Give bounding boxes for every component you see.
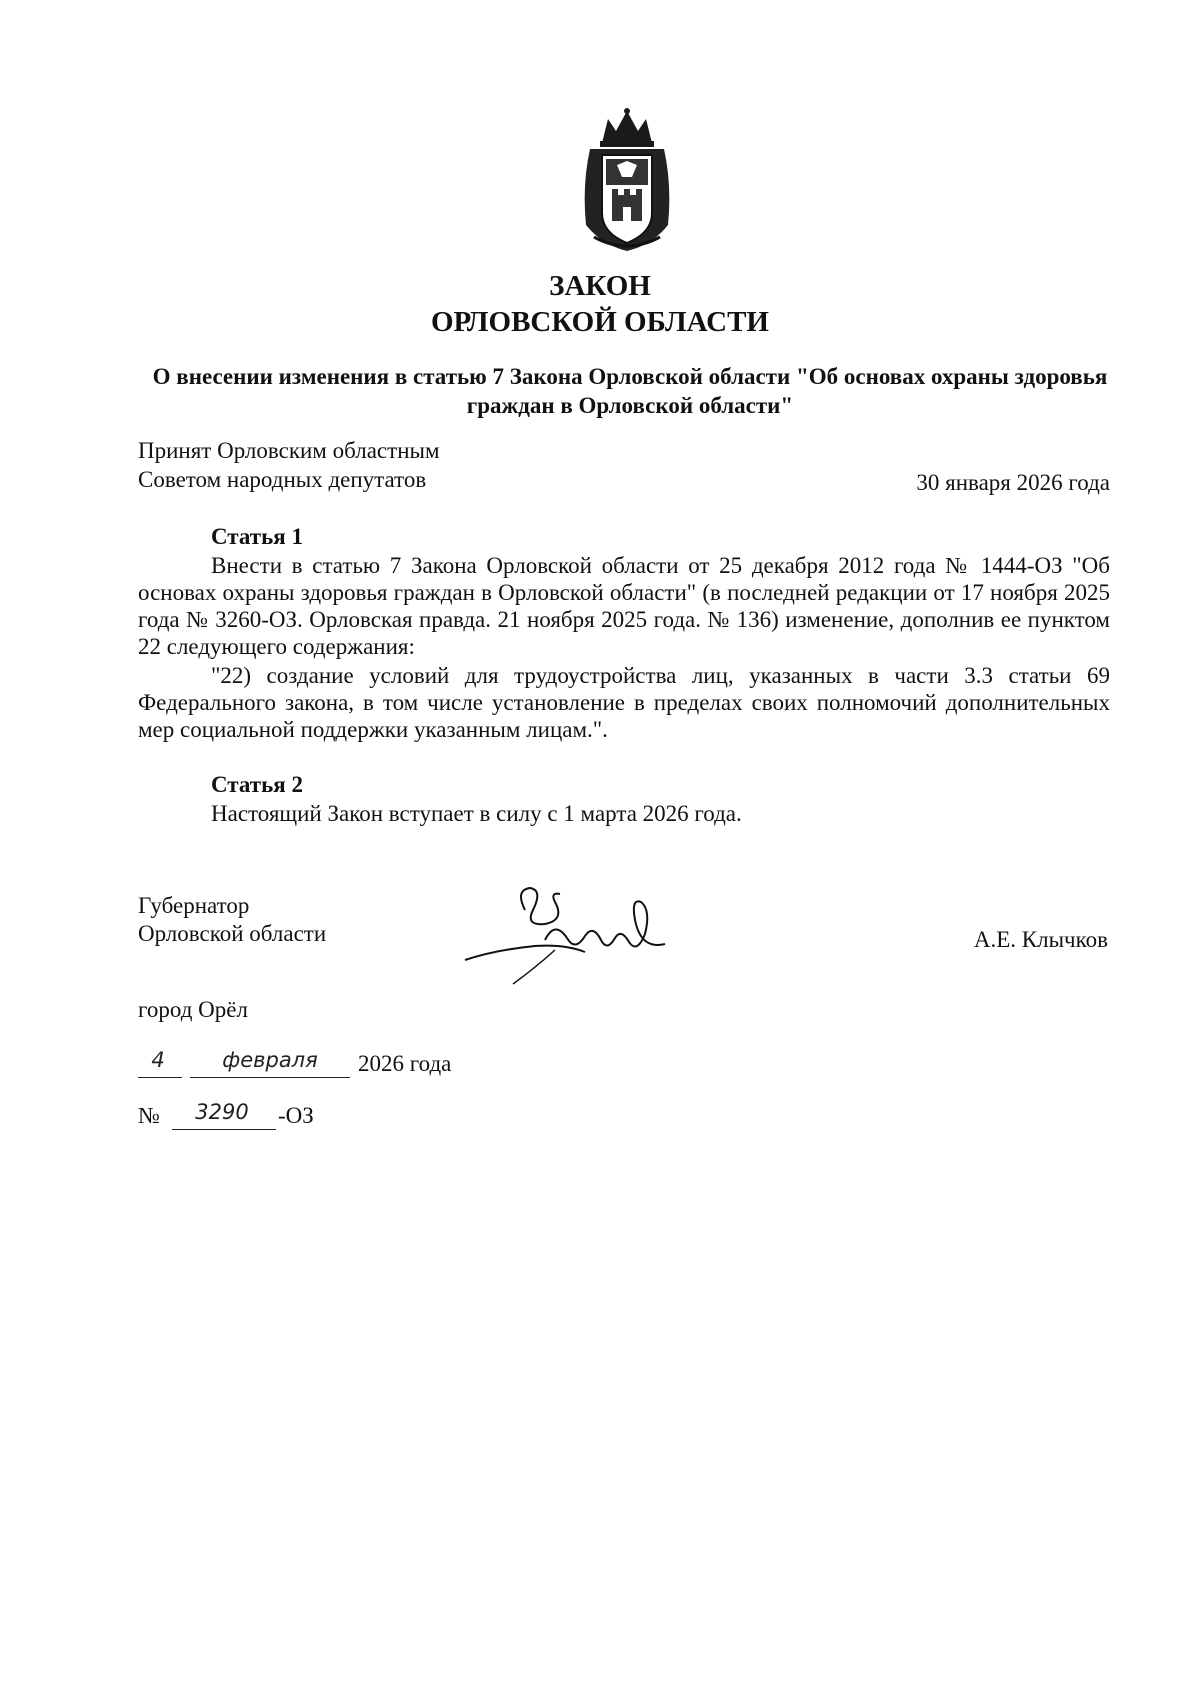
article-1-body xyxy=(138,552,1110,743)
number-sign: № xyxy=(138,1103,160,1128)
number-suffix: -ОЗ xyxy=(278,1103,314,1128)
article-2-body xyxy=(138,800,1110,827)
region-title: ОРЛОВСКОЙ ОБЛАСТИ xyxy=(430,306,769,338)
coat-of-arms-icon xyxy=(572,105,682,255)
law-number xyxy=(138,1098,538,1132)
article-1-quoted-paragraph: "22) создание условий для трудоустройства лиц, указанных в части 3.3 статьи 69 Федерального закона, в том числе установление в пределах своих полномочий дополнительных мер социальной поддержки указанным лицам.". xyxy=(138,663,1110,742)
article-2-title: Статья 2 xyxy=(211,772,303,797)
article-1-paragraph: Внести в статью 7 Закона Орловской области от 25 декабря 2012 года № 1444-ОЗ "Об основах охраны здоровья граждан в Орловской области" (в последней редакции от 17 ноября 2025 года № 3260-ОЗ. Орловская правда. 21 ноября 2025 года. № 136) изменение, дополнив ее пунктом 22 следующего содержания: xyxy=(138,553,1110,659)
law-number-value: 3290 xyxy=(195,1100,249,1124)
adoption-line-1: Принят Орловским областным xyxy=(138,438,440,463)
number-underline xyxy=(172,1129,276,1130)
signing-day: 4 xyxy=(151,1048,165,1072)
signatory-position-line-2: Орловской области xyxy=(138,921,327,946)
signing-year: 2026 года xyxy=(358,1051,452,1076)
adoption-line-2: Советом народных депутатов xyxy=(138,467,427,492)
article-1-title: Статья 1 xyxy=(211,524,303,549)
signing-month: февраля xyxy=(222,1048,318,1072)
article-2-paragraph: Настоящий Закон вступает в силу с 1 марта 2026 года. xyxy=(211,801,742,826)
city-of-signing: город Орёл xyxy=(138,997,248,1022)
month-underline xyxy=(190,1077,350,1078)
day-underline xyxy=(138,1077,182,1078)
handwritten-signature xyxy=(455,880,685,990)
adoption-date: 30 января 2026 года xyxy=(916,470,1110,495)
signatory-name: А.Е. Клычков xyxy=(973,927,1108,952)
signing-date xyxy=(138,1046,538,1080)
signatory-position-line-1: Губернатор xyxy=(138,893,250,918)
adoption-body xyxy=(138,436,440,494)
law-subject-title: О внесении изменения в статью 7 Закона Орловской области "Об основах охраны здоровья граждан в Орловской области" xyxy=(152,364,1108,418)
document-type-title: ЗАКОН xyxy=(549,270,651,302)
signatory-position xyxy=(138,892,326,948)
